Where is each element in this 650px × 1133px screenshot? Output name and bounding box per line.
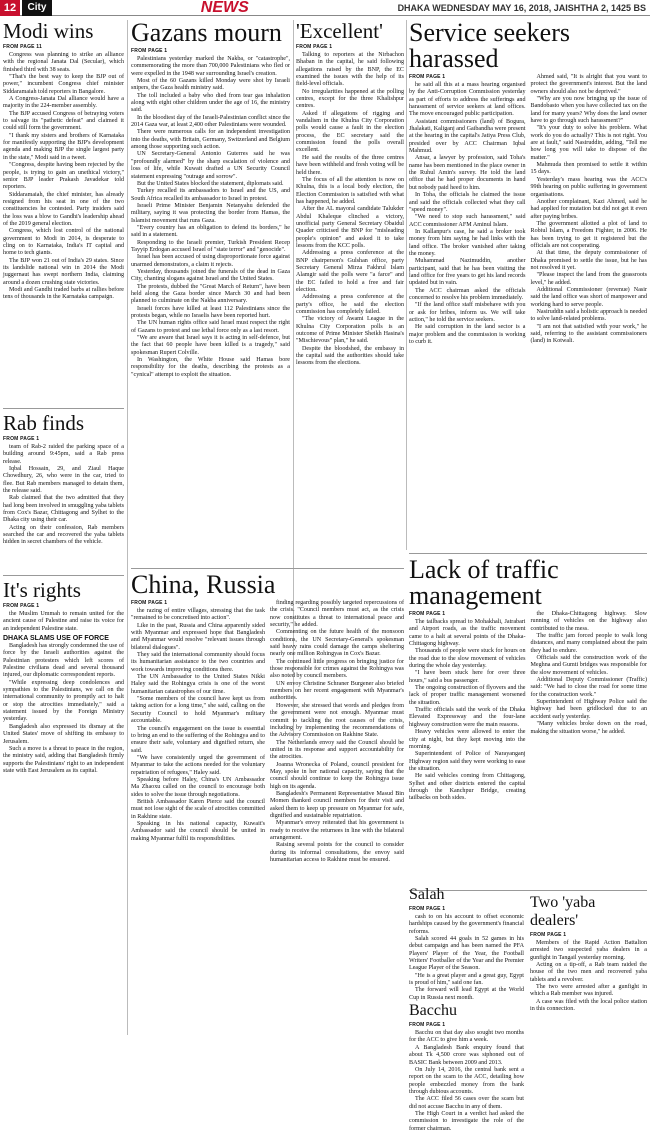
article-gazans — [131, 20, 290, 565]
para: He said vehicles coming from Chittagong, Sylhet and other districts entered the capital through the Kanchpur Bridge, creating tailbacks on both sides. — [409, 773, 526, 802]
from-yaba: FROM PAGE 1 — [530, 932, 567, 938]
para: A Bangladesh Bank enquiry found that about Tk 4,500 crore was siphoned out of BASIC Bank between 2009 and 2013. — [409, 1044, 524, 1066]
para: Members of the Rapid Action Battalion arrested two suspected yaba dealers in a gunfight in Tangail yesterday morning. — [530, 940, 647, 961]
para: Muhammad Nazimuddin, another participant, said that he has been visiting the land office for five years to get his land records updated but in vain. — [409, 258, 526, 287]
para: The two were arrested after a gunfight in which a Rab member was injured. — [530, 984, 647, 998]
para: Palestinians yesterday marked the Nakba, or "catastrophe", commemorating the more than 700,000 Palestinians who fled or were expelled in the 1948 war surrounding Israel's creation. — [131, 56, 290, 77]
article-salah-bacchu — [409, 886, 524, 1132]
para: the Dhaka-Chittagong highway. Slow running of vehicles on the highway also contributed to the mess. — [530, 611, 647, 632]
para: There were numerous calls for an independent investigation into the deaths, with Britain, Germany, Switzerland and Belgium among those supporting such action. — [131, 129, 290, 151]
para: British Ambassador Karen Pierce said the council must not lose sight of the scale of atrocities committed in Rakhine state. — [131, 798, 265, 820]
para: Iqbal Hossain, 29, and Ziaul Haque Chowdhury, 26, who were in the car, tried to flee. But Rab members managed to detain them, the release said. — [3, 466, 124, 495]
from-china: FROM PAGE 1 — [131, 600, 168, 606]
from-rab: FROM PAGE 1 — [3, 436, 40, 442]
para: No irregularities happened at the polling centres, except for the three Khalishpur centres. — [296, 88, 404, 110]
from-bacchu: FROM PAGE 1 — [409, 1022, 446, 1029]
para: The protests, dubbed the "Great March of Return", have been held along the Gaza border since March 30 and had been planned to culminate on the Nakba anniversary. — [131, 283, 290, 305]
para: Yesterday, thousands joined the funerals of the dead in Gaza City, chanting slogans against Israel and the United States. — [131, 268, 290, 283]
para: "The victory of Awami League in the Khulna City Corporation polls is an outcome of Prime Minister Sheikh Hasina's "Mischievous" plan," he said. — [296, 316, 404, 345]
para: Rab claimed that the two admitted that they had long been involved in smuggling yaba tablets from Cox's Bazar, Chittagong and Sylhet to the Dhaka city using their car. — [3, 495, 125, 524]
para: The traffic jam forced people to walk long distances, and many complained about the pain they had to endure. — [530, 633, 647, 654]
para: Yesterday's mass hearing was the ACC's 99th hearing on public suffering in government organisations. — [530, 176, 647, 198]
headline-sights: It's rights — [3, 578, 81, 602]
para: Assistant commissioners (land) of Bogura, Jhalakati, Kaliganj and Gaibandha were present at the hearing in the capital's Jatiya Press Club, presided over by ACC Chairman Iqbal Mahmud. — [409, 118, 526, 155]
para: Acting on a tip-off, a Rab team raided the house of the two men and recovered yaba tablets and a revolver. — [530, 962, 647, 983]
news-label: NEWS — [200, 0, 249, 16]
para: Like in the past, Russia and China apparently sided with Myanmar and expressed hope that Bangladesh and Myanmar would resolve "relevant issues through bilateral dialogues". — [131, 622, 265, 651]
para: Bangladesh also expressed its dismay at the United States' move of shifting its embassy to Jerusalem. — [3, 723, 124, 745]
para: Bangladesh's Permanent Representative Masud Bin Momen thanked council members for their visit and asked them to keep up pressure on Myanmar for safe, dignified and sustainable repatriation. — [270, 790, 404, 819]
para: Thousands of people were stuck for hours on the road due to the slow movement of vehicles during the whole day yesterday. — [409, 648, 526, 670]
para: Commenting on the future health of the monsoon conditions, the UN Secretary-General's spokesman said heavy rains could damage the camps sheltering nearly one million Rohingyas in Cox's Bazar. — [270, 629, 404, 658]
headline-china: China, Russia — [131, 570, 276, 599]
para: Speaking before Haley, China's UN Ambassador Ma Zhaoxu called on the council to encourage both sides to solve the issue through negotiations. — [131, 776, 265, 798]
para: UN Secretary-General Antonio Guterres said he was "profoundly alarmed" by the sharp escalation of violence and loss of life, while Kuwait drafted a UN Security Council statement expressing "outrage and sorrow". — [131, 151, 290, 180]
para: Turkey recalled its ambassadors to Israel and the US, and South Africa recalled its ambassador to Israel in protest. — [131, 188, 290, 202]
para: The BJP accused Congress of betraying voters to salvage its "pathetic defeat" and claimed it could still form the government. — [3, 110, 124, 132]
para: Acting on their confession, Rab members searched the car and recovered the yaba tablets hidden in secret chambers of the vehicle. — [3, 524, 124, 546]
para: "He is a great player and a great guy, Egypt is proud of him," said one fan. — [409, 972, 524, 987]
para: The BJP won 21 out of India's 29 states. Since its landslide national win in 2014 the Modi juggernaut has swept northern India, claiming around a dozen crushing state victories. — [3, 257, 124, 286]
para: "Some members of the council have kept us from taking action for a long time," she said, calling on the Security Council to hold Myanmar's military accountable. — [131, 696, 265, 725]
para: Siddaramaiah, the chief minister, has already resigned from his seat in one of the two constituencies he contested. Party insiders said the loss was a blow to Gandhi's leadership ahead of the 2019 general election. — [3, 191, 124, 227]
para: The High Court in a verdict had asked the commission to investigate the role of the former chairman. — [409, 1110, 524, 1132]
headline-bacchu: Bacchu — [409, 1002, 457, 1020]
para: Superintendent of Highway Police said the highway had been gridlocked due to an accident early yesterday. — [530, 699, 647, 720]
from-gazans: FROM PAGE 1 — [131, 48, 168, 54]
para: Israel has been accused of using disproportionate force against unarmed demonstrators, a claim it rejects. — [131, 254, 290, 268]
para: The ongoing construction of flyovers and the lack of proper traffic management worsened the situation. — [409, 685, 526, 706]
from-modi: FROM PAGE 11 — [3, 44, 42, 50]
article-modi — [3, 20, 124, 405]
from-traffic: FROM PAGE 1 — [409, 611, 446, 617]
para: "It's your duty to solve his problem. What work do you do actually? This is not right. You are at fault," said Nasiruddin, adding, "Tell me how long you will take to dispose of the matter." — [530, 125, 647, 161]
para: "Please inspect the land from the grassroots level," he added. — [530, 272, 647, 286]
para: Superintendent of Police of Narayanganj Highway region said they were working to ease the situation. — [409, 751, 526, 772]
article-excellent — [296, 20, 404, 565]
para: "I have been stuck here for over three hours," said a bus passenger. — [409, 670, 526, 684]
para: He said the results of the three centres have been withheld and fresh voting will be held there. — [296, 154, 404, 176]
headline-service: Service seekers harassed — [409, 18, 570, 73]
headline-modi: Modi wins — [3, 19, 94, 43]
para: On July 14, 2016, the central bank sent a report on the scam to the ACC, detailing how people embezzled money from the bank through dubious accounts. — [409, 1066, 524, 1095]
para: Joanna Wronecka of Poland, council president for May, spoke in her national capacity, saying that the council should continue to keep the Rohingya issue high on its agenda. — [270, 761, 404, 790]
para: "Every country has an obligation to defend its borders," he said in a statement. — [131, 224, 290, 239]
para: UN envoy Christine Schraner Burgener also briefed members on her recent engagement with Myanmar's authorities. — [270, 680, 404, 702]
article-china — [131, 568, 404, 1023]
para: Ahmed said, "It is alright that you want to protect the government's interest. But the land owners should also not be deprived." — [530, 74, 647, 95]
para: Israeli Prime Minister Benjamin Netanyahu defended the military, saying it was protecting the border from Hamas, the Islamist movement that runs Gaza. — [131, 202, 290, 224]
para: The focus of all the attention is now on Khulna, this is a local body election, the Election Commission is satisfied with what has happened, he added. — [296, 176, 404, 205]
masthead — [0, 0, 650, 16]
para: In Washington, the White House said Hamas bore responsibility for the deaths, describing the protests as a "cynical" attempt to exploit the situation. — [131, 357, 290, 378]
para: "Congress, despite having been rejected by the people, is trying to gain an unethical victory," senior BJP leader Prakash Javadekar told reporters. — [3, 162, 124, 191]
para: Another complainant, Kazi Ahmed, said he had applied for mutation but did not get it even after paying bribes. — [530, 198, 647, 220]
para: the razing of entire villages, stressing that the task "remained to be concretised into action". — [131, 608, 265, 622]
para: In Kallanpur's case, he said a broker took money from him saying he had links with the land office. The broker vanished after taking the money. — [409, 228, 526, 257]
para: He said corruption in the land sector is a major problem and the commission is working to curb it. — [409, 324, 526, 346]
para: But the United States blocked the statement, diplomats said. — [137, 180, 284, 187]
para: Despite the bloodshed, the embassy in the capital said the authorities should take lessons from the elections. — [296, 345, 404, 367]
para: The continued little progress on bringing justice for those responsible for crimes against the Rohingya was also noted by council members. — [270, 658, 404, 680]
para: The UN Ambassador to the United States Nikki Haley said the Rohingya crisis is one of the worst humanitarian catastrophes of our time. — [131, 674, 265, 695]
para: After the AL mayoral candidate Talukder Abdul Khaleque clinched a victory, unofficial party General Secretary Obaidul Quader criticised the BNP for "misleading people's opinion" and asked it to take lessons from the KCC polls. — [296, 206, 404, 249]
para: "We are aware that Israel says it is acting in self-defence, but the fact that 60 people have been killed is a tragedy," said spokesman Rupert Colville. — [131, 335, 290, 356]
para: "Many vehicles broke down on the road, making the situation worse," he added. — [530, 721, 647, 735]
para: Nasiruddin said a holistic approach is needed to solve land-related problems. — [530, 309, 647, 323]
para: cash to on his account to offset economic hardships caused by the government's financial reforms. — [409, 914, 524, 935]
article-sights — [3, 579, 124, 1034]
para: Officials said the construction work of the Meghna and Gumti bridges was responsible for the slow movement of vehicles. — [530, 655, 647, 676]
para: The toll included a baby who died from tear gas inhalation along with eight other children under the age of 16, the ministry said. — [131, 92, 290, 114]
headline-gazans: Gazans mourn — [131, 18, 282, 47]
para: he said all this at a mass hearing organised by the Anti-Corruption Commission yesterday as part of efforts to address the sufferings and harassment of service seekers at land offices. The move encouraged public participation. — [409, 82, 526, 118]
para: Asked if allegations of rigging and vandalism in the Khulna City Corporation polls would cause a fault in the election process, the EC secretary said the commission found the polls overall excellent. — [296, 110, 404, 154]
headline-traffic: Lack of traffic management — [409, 555, 559, 610]
para: "That's the best way to keep the BJP out of power," incumbent Congress chief minister Siddaramaiah told reporters in Bangalore. — [3, 74, 124, 95]
para: Ansar, a lawyer by profession, said Toha's name has been mentioned in the place owner in the Ruhul Amin's survey. He told the land office that he had proper documents in hand but nobody paid heed to him. — [409, 155, 526, 191]
para: The UN human rights office said Israel must respect the right of Gazans to protest and use lethal force only as a last resort. — [131, 320, 290, 334]
para: They said the international community should focus its humanitarian assistance to the two countries and work towards improving conditions there. — [131, 652, 265, 673]
para: Addressing a press conference at the BNP chairperson's Gulshan office, party Secretary General Mirza Fakhrul Islam Alamgir said the polls were "a farce" and the EC failed to hold a free and fair election. — [296, 250, 404, 293]
para: The government allotted a plot of land to Robiul Islam, a Freedom Fighter, in 2006. He has been trying to get it registered but the officials are not cooperating. — [530, 220, 647, 249]
para: The council's engagement on the issue is essential to bring an end to the suffering of the Rohingya and to ensure their safe, voluntary and dignified return, she said. — [131, 725, 265, 754]
para: "We have consistently urged the government of Myanmar to take the actions needed for the voluntary repatriation of refugees," Haley said. — [131, 754, 265, 776]
para: Speaking in his national capacity, Kuwait's Ambassador said the council should be united in making Myanmar fulfil its responsibilities. — [131, 820, 265, 842]
para: The forward will lead Egypt at the World Cup in Russia next month. — [409, 987, 524, 1001]
para: Additional Commissioner (revenue) Nasir said the land office was short of manpower and working hard to serve people. — [530, 286, 647, 308]
para: the Muslim Ummah to remain united for the ancient cause of Palestine and raise its voice for an independent Palestine state. — [3, 611, 124, 632]
para: Traffic officials said the work of the Dhaka Elevated Expressway and the four-lane highway construction were the main reasons. — [409, 707, 526, 728]
subhead-dhaka-slams: DHAKA SLAMS USE OF FORCE — [3, 635, 109, 643]
page-number: 12 — [0, 0, 20, 16]
article-yaba — [530, 894, 647, 1014]
para: Congress, which lost control of the national government to Modi in 2014, is desperate to cling on to Karnataka, India's IT capital and home to tech giants. — [3, 228, 124, 257]
para: "While expressing deep condolences and sympathies to the Palestinians, we call on the international community to promptly act to halt or stop the atrocities immediately," said a statement issued by the Foreign Ministry yesterday. — [3, 679, 124, 723]
para: "I thank my sisters and brothers of Karnataka for manifestly supporting the BJP's development agenda and making BJP the single largest party in the state," Modi said in a tweet. — [3, 132, 124, 161]
para: Raising several points for the council to consider during its informal consultations, the envoy said humanitarian access to Rakhine must be ensured. — [270, 842, 404, 864]
para: A Congress-Janata Dal alliance would have a majority in the 224-member assembly. — [3, 96, 124, 110]
masthead-center — [52, 0, 398, 17]
from-excellent: FROM PAGE 1 — [296, 44, 333, 50]
para: "Why are you now bringing up the issue of Bandobasto when you have collected tax on the land for many years? Why does the land owner have to go through such harassment?" — [530, 96, 647, 125]
para: A case was filed with the local police station in this connection. — [530, 998, 647, 1013]
headline-rab: Rab finds — [3, 411, 85, 435]
para: Myanmar's envoy reiterated that his government is ready to receive the returnees in line with the bilateral arrangement. — [270, 820, 404, 841]
para: Salah scored 44 goals in 52 games in his debut campaign and has been named the PFA Players' Player of the Year, the Football Writers' Footballer of the Year and the Premier League Player of the Season. — [409, 936, 524, 972]
from-service: FROM PAGE 1 — [409, 74, 446, 80]
para: In the bloodiest day of the Israeli-Palestinian conflict since the 2014 Gaza war, at least 2,400 other Palestinians were wounded. — [131, 114, 290, 129]
para: Bangladesh has strongly condemned the use of force by the Israeli authorities against the Palestinian protesters which left scores of Palestine civilians dead and several thousand injured, our diplomatic correspondent reports. — [3, 643, 124, 679]
para: At that time, the deputy commissioner of Dhaka promised to settle the issue, but he has not resolved it yet. — [530, 250, 647, 271]
para: Mahmuda then promised to settle it within 15 days. — [530, 162, 647, 176]
article-traffic — [409, 557, 647, 887]
headline-salah: Salah — [409, 886, 445, 903]
para: "I am not that satisfied with your work," he said, referring to the assistant commissioners (land) in Kotwali. — [530, 323, 647, 345]
column-3 — [296, 20, 404, 565]
column-4 — [409, 20, 647, 550]
column-1 — [3, 20, 124, 1035]
from-salah: FROM PAGE 1 — [409, 906, 446, 912]
para: Addressing a press conference at the party's office, he said the election commission has completely failed. — [296, 294, 404, 316]
para: In Toha, the officials he claimed the issue and said the officials collected what they call "speed money". — [409, 192, 526, 213]
para: The ACC chairman asked the officials concerned to resolve his problem immediately. — [409, 287, 526, 301]
para: The Netherlands envoy said the Council should be united in its response and support accountability for the atrocities. — [270, 739, 404, 761]
article-rab — [3, 412, 124, 572]
para: The ACC filed 56 cases over the scam but did not accuse Bacchu in any of them. — [409, 1096, 524, 1110]
para: team of Rab-2 raided the parking space of a building around 9:45pm, said a Rab press release. — [3, 444, 124, 465]
para: finding regarding possibly targeted repercussions of the crisis. "Council members must act, as the crisis now constitutes a threat to international peace and security," he added. — [270, 600, 404, 629]
para: Responding to the Israeli premier, Turkish President Recep Tayyip Erdogan accused Israel of "state terror" and "genocide". — [131, 239, 290, 253]
para: However, she stressed that words and pledges from the government were not enough. Myanmar must commit to tackling the root causes of the crisis, including by implementing the recommendations of the Advisory Commission on Rakhine State. — [270, 702, 404, 739]
article-service — [409, 20, 647, 550]
para: Such a move is a threat to peace in the region, the ministry said, adding that Bangladesh firmly supports the Palestinians' right to an independent state with East Jerusalem as its capital. — [3, 745, 124, 774]
para: "We need to stop such harassment," said ACC commissioner AFM Aminul Islam. — [409, 214, 526, 228]
para: The tailbacks spread to Mohakhali, Jatrabari and Airport roads, as the traffic movement came to a halt at several points of the Dhaka-Chittagong highway. — [409, 619, 526, 648]
para: Additional Deputy Commissioner (Traffic) said: "We had to close the road for some time for the construction work." — [530, 677, 647, 698]
para: Talking to reporters at the Nirbachon Bhaban in the capital, he said following allegations raised by the BNP, the EC examined the issues with the help of its field-level officials. — [296, 52, 404, 88]
para: "If the land office staff misbehave with you or ask for bribes, inform us. We will take action," he told the service seekers. — [409, 302, 526, 323]
from-sights: FROM PAGE 1 — [3, 603, 40, 609]
para: Israeli forces have killed at least 112 Palestinians since the protests began, while no Israelis have been reported hurt. — [131, 305, 290, 320]
headline-excellent: 'Excellent' — [296, 19, 383, 43]
section-tag: City — [22, 0, 52, 16]
para: Most of the 60 Gazans killed Monday were shot by Israeli snipers, the Gaza health ministry said. — [131, 78, 290, 92]
masthead-date: DHAKA WEDNESDAY MAY 16, 2018, JAISHTHA 2, 1425 BS — [397, 2, 646, 13]
para: Heavy vehicles were allowed to enter the city at night, but they kept moving into the morning. — [409, 729, 526, 750]
para: Congress was planning to strike an alliance with the regional Janata Dal (Secular), which finished third with 38 seats. — [3, 52, 124, 73]
para: Bacchu on that day also sought two months for the ACC to give him a week. — [409, 1030, 524, 1044]
para: Modi and Gandhi traded barbs at rallies before tens of thousands in the Karnataka campaign. — [3, 287, 124, 301]
headline-yaba: Two 'yaba dealers' — [530, 894, 596, 929]
